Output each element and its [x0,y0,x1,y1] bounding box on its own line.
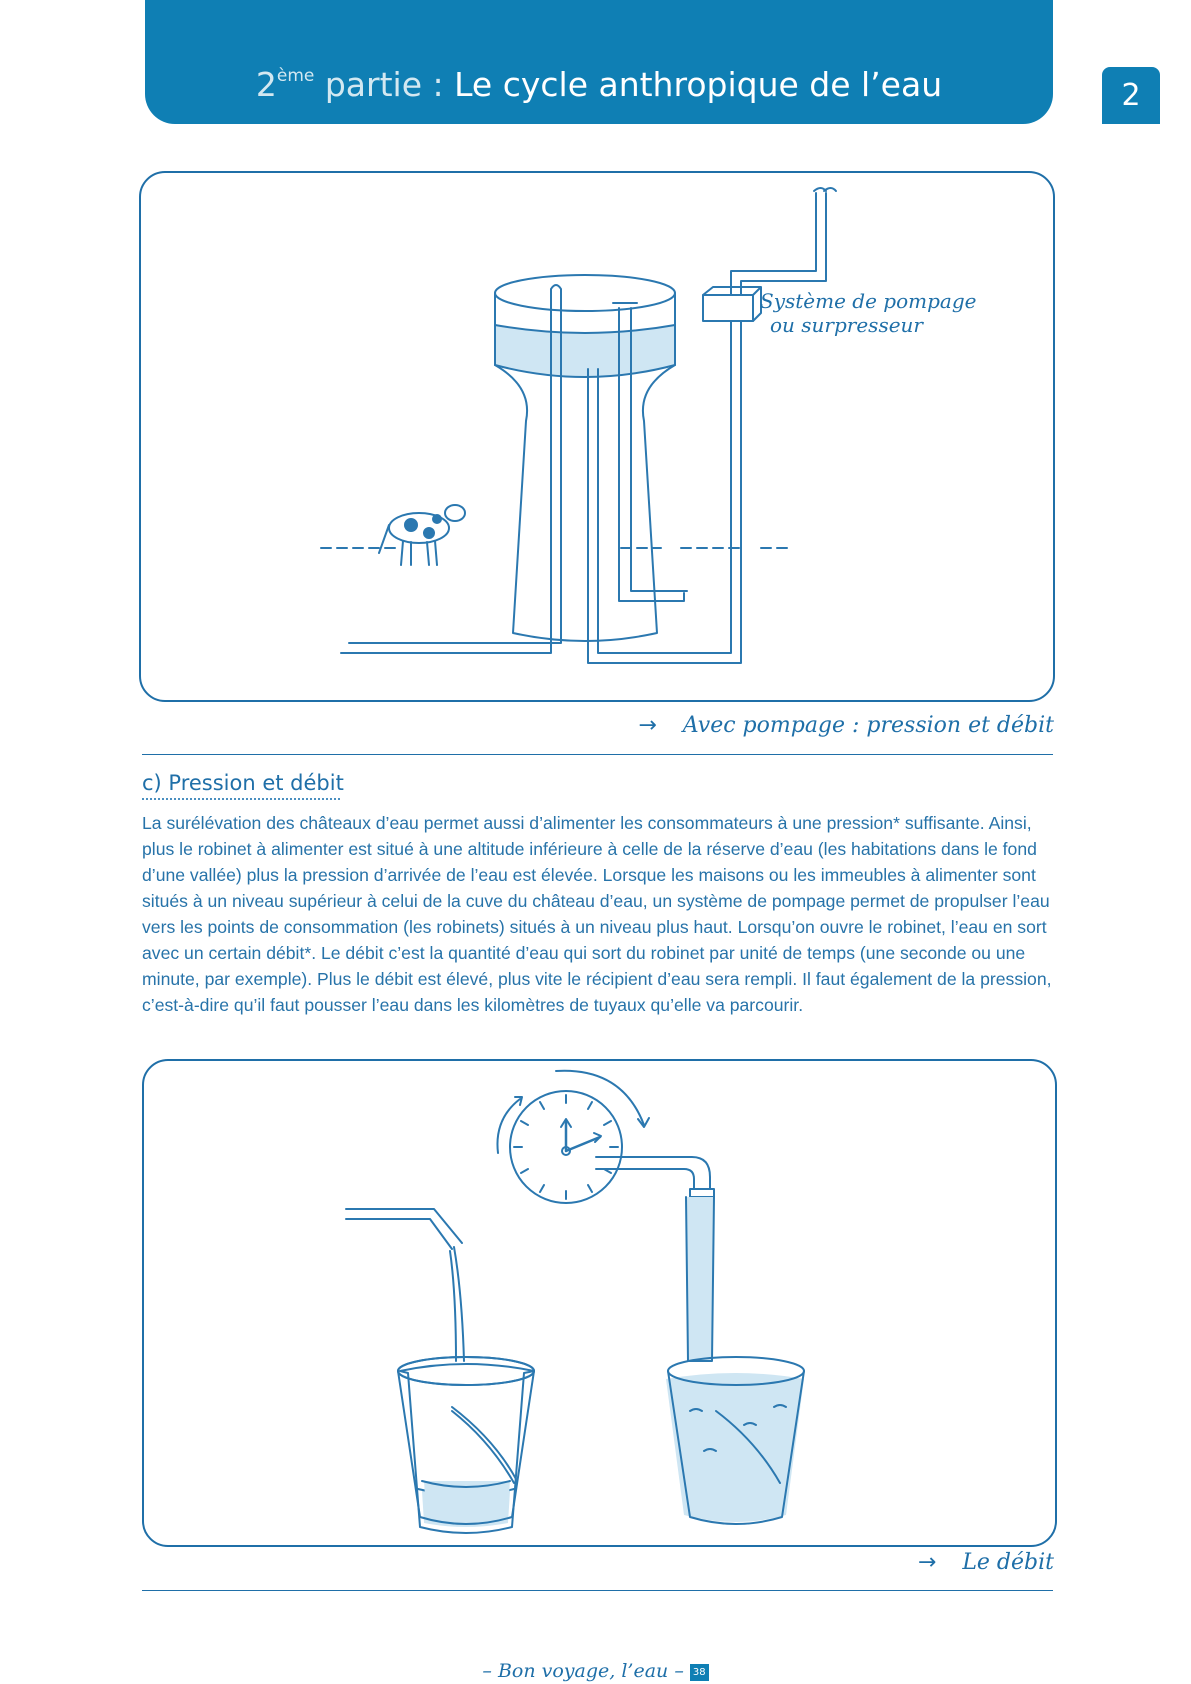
pump-label-line1: Système de pompage [760,289,977,313]
right-water-stream [686,1197,714,1361]
right-faucet [596,1157,710,1189]
divider [142,754,1053,755]
figure1-caption [638,713,1054,738]
title-prefix: partie : [324,65,444,104]
page-title [145,56,1053,105]
figure1-caption-text: Avec pompage : pression et débit [682,713,1054,738]
left-bucket-handle [452,1411,514,1483]
title-number: 2 [255,65,277,104]
faucets-and-buckets [144,1061,1055,1545]
tank-top [495,275,675,311]
title-superscript: ème [276,66,315,86]
pump-box [703,295,753,321]
footer [0,1660,1191,1682]
header-banner [145,0,1053,124]
body-paragraph: La surélévation des châteaux d’eau permet aussi d’alimenter les consommateurs à une pression* suffisante. Ainsi, plus le robinet à alimenter est situé à une altitude inférieure à celle de la réserve d’eau (les habitations dans le fond d’une vallée) plus la pression d’arrivée de l’eau est élevée. Lorsque les maisons ou les immeubles à alimenter sont situés à un niveau supérieur à celui de la cuve du château d’eau, un système de pompage permet de propulser l’eau vers les points de consommation (les robinets) situés à un niveau plus haut. Lorsqu’on ouvre le robinet, l’eau en sort avec un certain débit*. Le débit c’est la quantité d’eau qui sort du robinet par unité de temps (une seconde ou une minute, par exemple). Plus le débit est élevé, plus vite le récipient d’eau sera rempli. Il faut également de la pression, c’est-à-dire qu’il faut pousser l’eau dans les kilomètres de tuyaux qu’elle va parcourir. [142,813,1052,1015]
pump-label-line2: ou surpresseur [770,313,923,337]
figure2-caption [918,1550,1054,1575]
outlet-pipe [588,193,826,663]
chapter-badge: 2 [1102,67,1160,124]
flow-rate-figure [142,1059,1057,1547]
left-water-stream [450,1247,464,1361]
footer-text: – Bon voyage, l’eau – [482,1660,684,1682]
water-tower-illustration [141,173,1053,700]
tower-body [495,365,675,641]
arrow-right-icon: → [917,1550,937,1575]
divider [142,1590,1053,1591]
left-faucet [346,1209,462,1249]
page-number: 38 [690,1664,709,1681]
title-main: Le cycle anthropique de l’eau [454,65,943,104]
section-heading: c) Pression et débit [142,771,340,800]
water-tower-figure [139,171,1055,702]
figure2-caption-text: Le débit [962,1550,1054,1575]
arrow-right-icon: → [638,713,657,738]
cow-drawing [379,505,465,565]
